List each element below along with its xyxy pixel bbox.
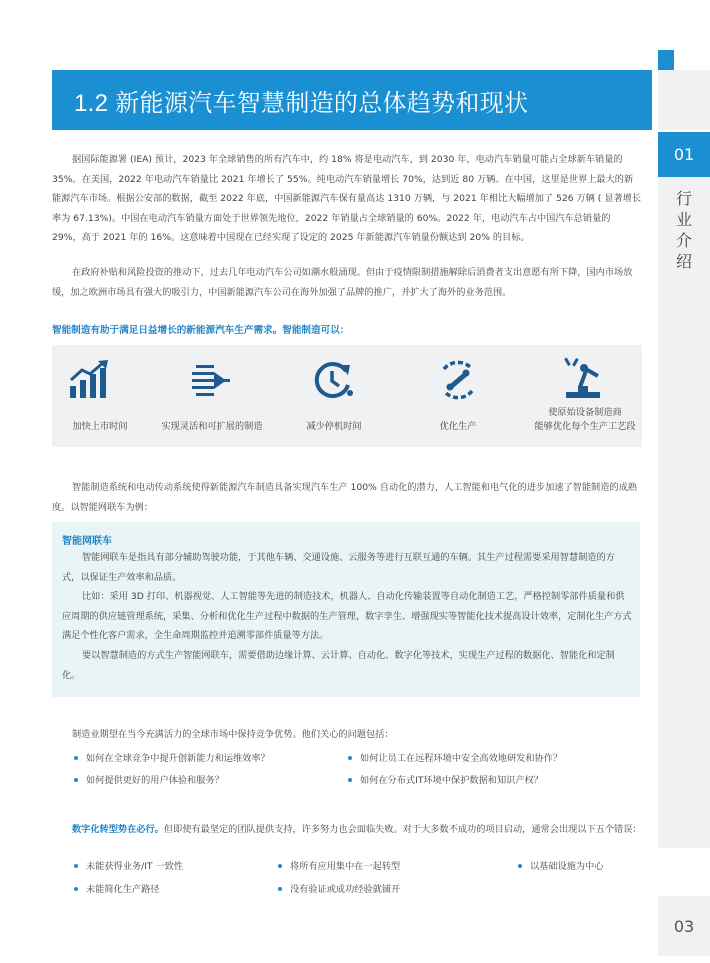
page-title: 1.2 新能源汽车智慧制造的总体趋势和现状: [74, 90, 529, 117]
benefit-label-oem-optimize: [515, 406, 655, 434]
chapter-label: [658, 188, 710, 272]
chapter-label-text: 行 业 介 绍: [675, 189, 692, 271]
mistake-item: 未能获得业务/IT 一致性: [74, 858, 183, 872]
page-number: 03: [658, 896, 710, 956]
box-title: 智能网联车: [62, 536, 112, 547]
mistake-item: 以基础设施为中心: [518, 858, 604, 872]
market-paragraph: 在政府补贴和风险投资的推动下，过去几年电动汽车公司如潮水般涌现。但由于疫情限制措施解除后消费者支出意愿有所下降，国内市场放缓，加之欧洲市场具有强大的吸引力，中国新能源汽车公司在海外加强了品牌的推广，并扩大了海外的业务范围。: [52, 267, 633, 298]
chapter-number: 01: [658, 132, 710, 177]
concern-item: 如何让员工在远程环境中安全高效地研发和协作？: [348, 750, 562, 764]
intro-paragraph: 据国际能源署 (IEA) 预计，2023 年全球销售的所有汽车中，约 18% 将是电动汽车，到 2030 年，电动汽车销量可能占全球新车销量的 35%。在美国，2022 年电动汽车销量比 2021 年增长了 55%。纯电动汽车销量增长 70%，达到近 80 万辆。在中国，这里是世界上最大的新能源汽车市场。根据公安部的数据，截至 2022 年底，中国新能源汽车保有量高达 1310 万辆，与 2021 年相比大幅增加了 526 万辆 ( 显著增长率为 67.13%)。中国在电动汽车销量方面处于世界领先地位，2022 年销量占全球销量的 60%。2022 年，电动汽车占中国汽车总销量的 29%，高于 2021 年的 16%。这意味着中国现在已经实现了设定的 2025 年新能源汽车销量份额达到 20% 的目标。: [52, 154, 642, 243]
benefit-label-optimize-production: 优化生产: [439, 421, 477, 432]
automation-paragraph: 智能制造系统和电动传动系统使得新能源汽车制造具备实现汽车生产 100% 自动化的潜力，人工智能和电气化的进步加速了智能制造的成熟度。以智能网联车为例：: [52, 482, 637, 513]
benefit-label-oem-line2: 能够优化每个生产工艺段: [534, 421, 636, 432]
benefit-label-time-to-market: 加快上市时间: [72, 421, 128, 432]
title-banner: [52, 70, 652, 130]
rail-accent-block: [658, 50, 674, 70]
transformation-paragraph: [52, 820, 642, 840]
mistake-item: 将所有应用集中在一起转型: [278, 858, 400, 872]
mistake-item: 没有验证或成功经验就铺开: [278, 881, 400, 895]
benefit-label-reduce-downtime: 减少停机时间: [306, 421, 362, 432]
concern-item: 如何在全球竞争中提升创新能力和运维效率？: [74, 750, 270, 764]
benefits-heading: 智能制造有助于满足日益增长的新能源汽车生产需求。智能制造可以：: [52, 325, 350, 336]
concern-item: 如何在分布式IT环境中保护数据和知识产权？: [348, 772, 543, 786]
concerns-intro: 制造业期望在当今充满活力的全球市场中保持竞争优势。他们关心的问题包括：: [72, 729, 394, 740]
rail-gray-block: [658, 70, 710, 130]
mistake-item: 未能简化生产路径: [74, 881, 160, 895]
box-paragraph-example: 比如：采用 3D 打印、机器视觉、人工智能等先进的制造技术，机器人、自动化传输装置等自动化制造工艺，严格控制零部件质量和供应周期的供应链管理系统，采集、分析和优化生产过程中数据的生产管理，数字孪生、增强现实等智能化技术提高设计效率，定制化生产方式满足个性化客户需求，全生命周期监控并追溯零部件质量等方法。: [62, 591, 632, 641]
transformation-rest: 但即使有最坚定的团队提供支持，许多努力也会面临失败。对于大多数不成功的项目启动，通常会出现以下五个错误：: [163, 824, 642, 835]
benefit-label-flexible-manufacturing: 实现灵活和可扩展的制造: [161, 421, 263, 432]
box-paragraph-definition: 智能网联车是指具有部分辅助驾驶功能，于其他车辆、交通设施、云服务等进行互联互通的车辆。其生产过程需要采用智慧制造的方式，以保证生产效率和品质。: [62, 552, 615, 583]
clock-refresh-icon: [312, 359, 354, 401]
box-paragraph-approach: 要以智慧制造的方式生产智能网联车，需要借助边缘计算、云计算、自动化、数字化等技术，实现生产过程的数据化、智能化和定制化。: [62, 650, 615, 681]
transformation-emphasis: 数字化转型势在必行。: [72, 824, 164, 835]
growth-chart-icon: [68, 360, 112, 400]
concern-item: 如何提供更好的用户体验和服务？: [74, 772, 224, 786]
flow-arrows-icon: [190, 362, 232, 398]
optimize-tools-icon: [436, 359, 480, 401]
robot-arm-icon: [562, 356, 608, 400]
benefit-label-oem-line1: 使原始设备制造商: [548, 407, 622, 418]
